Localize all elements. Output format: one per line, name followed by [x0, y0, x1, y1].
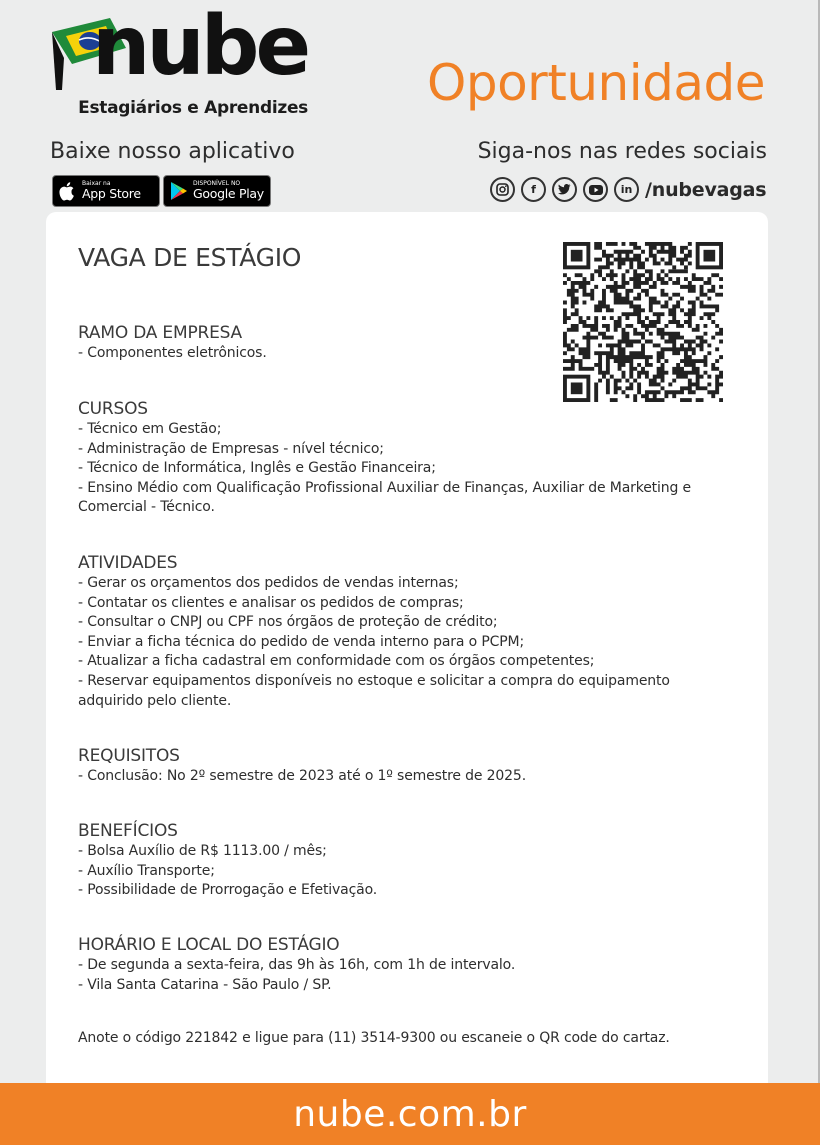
- section-line: - Bolsa Auxílio de R$ 1113.00 / mês;: [78, 843, 327, 859]
- section-line: - Atualizar a ficha cadastral em conformidade com os órgãos competentes;: [78, 653, 595, 670]
- section-line: - Vila Santa Catarina - São Paulo / SP.: [78, 976, 332, 993]
- section-line: adquirido pelo cliente.: [78, 692, 232, 709]
- section-line: - De segunda a sexta-feira, das 9h às 16h, com 1h de intervalo.: [78, 957, 516, 973]
- job-title: VAGA DE ESTÁGIO: [78, 243, 302, 272]
- facebook-icon[interactable]: f: [521, 177, 546, 202]
- twitter-icon[interactable]: [552, 177, 577, 202]
- linkedin-icon[interactable]: in: [614, 177, 639, 202]
- section-line: - Gerar os orçamentos dos pedidos de vendas internas;: [78, 575, 459, 591]
- app-store-big: App Store: [82, 186, 141, 202]
- social-links: [490, 177, 766, 202]
- contact-note: Anote o código 221842 e ligue para (11) 3514-9300 ou escaneie o QR code do cartaz.: [78, 1030, 670, 1046]
- section-line: - Ensino Médio com Qualificação Profissional Auxiliar de Finanças, Auxiliar de Marketing e: [78, 479, 691, 496]
- social-label: Siga-nos nas redes sociais: [477, 139, 767, 164]
- logo-wordmark: nube: [92, 0, 308, 94]
- section-line: - Técnico de Informática, Inglês e Gestão Financeira;: [78, 460, 436, 477]
- section-requisitos: [78, 745, 728, 787]
- section-line: - Auxílio Transporte;: [78, 862, 215, 879]
- app-download-label: Baixe nosso aplicativo: [50, 139, 295, 164]
- section-line: - Possibilidade de Prorrogação e Efetivação.: [78, 882, 378, 899]
- google-play-button[interactable]: [163, 175, 271, 207]
- section-line: - Consultar o CNPJ ou CPF nos órgãos de proteção de crédito;: [78, 614, 498, 631]
- section-heading: RAMO DA EMPRESA: [78, 323, 242, 343]
- app-store-small: Baixar na: [82, 180, 111, 188]
- section-line: - Enviar a ficha técnica do pedido de venda interno para o PCPM;: [78, 633, 525, 650]
- section-heading: CURSOS: [78, 399, 148, 419]
- nube-logo[interactable]: [48, 0, 308, 122]
- section-atividades: [78, 552, 728, 711]
- social-handle[interactable]: /nubevagas: [645, 178, 767, 201]
- headline: Oportunidade: [427, 54, 765, 112]
- section-line: - Componentes eletrônicos.: [78, 345, 267, 361]
- youtube-icon[interactable]: [583, 177, 608, 202]
- section-cursos: [78, 398, 728, 518]
- footer-bar: [0, 1083, 820, 1145]
- section-heading: BENEFÍCIOS: [78, 821, 178, 841]
- app-store-button[interactable]: [52, 175, 160, 207]
- google-play-small: DISPONÍVEL NO: [193, 180, 241, 188]
- section-line: - Administração de Empresas - nível técnico;: [78, 440, 384, 457]
- section-line: Comercial - Técnico.: [78, 499, 215, 516]
- footer-url[interactable]: nube.com.br: [293, 1093, 527, 1135]
- instagram-icon[interactable]: [490, 177, 515, 202]
- section-beneficios: [78, 820, 728, 901]
- google-play-icon: [170, 181, 188, 201]
- section-ramo: [78, 322, 728, 364]
- google-play-big: Google Play: [193, 186, 264, 202]
- logo-tagline: Estagiários e Aprendizes: [78, 98, 308, 118]
- section-line: - Conclusão: No 2º semestre de 2023 até o 1º semestre de 2025.: [78, 768, 526, 784]
- section-horario: [78, 934, 728, 995]
- section-heading: REQUISITOS: [78, 746, 180, 766]
- section-heading: HORÁRIO E LOCAL DO ESTÁGIO: [78, 935, 340, 955]
- section-heading: ATIVIDADES: [78, 553, 178, 573]
- section-line: - Técnico em Gestão;: [78, 421, 222, 437]
- section-line: - Contatar os clientes e analisar os pedidos de compras;: [78, 594, 464, 611]
- section-line: - Reservar equipamentos disponíveis no estoque e solicitar a compra do equipamento: [78, 672, 670, 689]
- apple-icon: [59, 181, 77, 201]
